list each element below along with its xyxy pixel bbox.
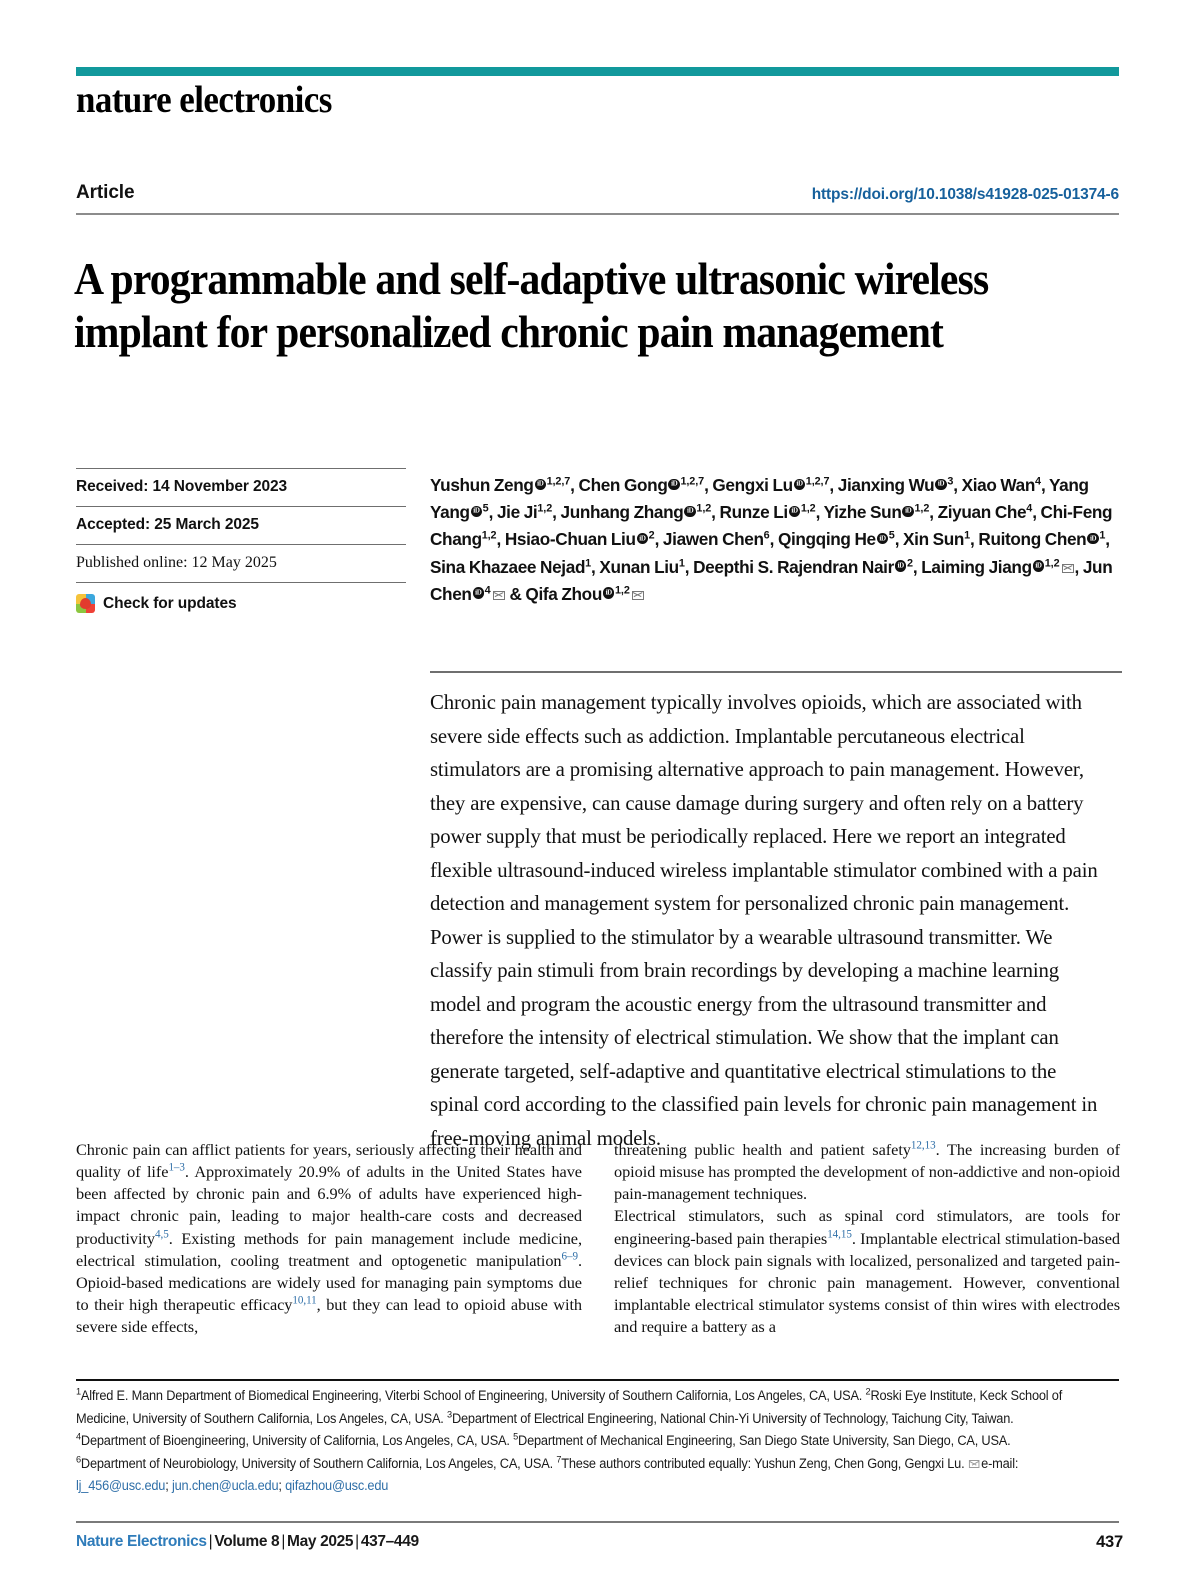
email-icon[interactable]: [493, 591, 505, 600]
footer-divider: [76, 1521, 1119, 1523]
author-list: Yushun Zeng iD $^{1,2,7}$, Chen Gong iD $^{1,2,7}$, Gengxi Lu iD $^{1,2,7}$, Jianxing Wu iD $^3$, Xiao Wan$^4$, Yang Yang iD $^5$, Jie Ji$^{1,2}$, Junhang Zhang iD $^{1,2}$, Runze Li iD $^{1,2}$, Yizhe SuniD $^{1,2}$, Ziyuan Che$^4$, Chi-Feng Chang$^{1,2}$, Hsiao-Chuan Liu iD $^2$, Jiawen Chen$^6$, Qingqing He iD $^5$, Xin Sun$^1$, Ruitong Chen iD $^1$, Sina Khazaee Nejad$^1$, Xunan Liu$^1$, Deepthi S. Rajendran Nair iD $^2$, Laiming Jiang iD $^{1,2}$ , Jun Chen iD $^4$ & Qifa ZhouiD $^{1,2}$: [430, 472, 1125, 608]
publication-dates: [76, 468, 406, 623]
orcid-icon[interactable]: [603, 587, 615, 599]
orcid-icon[interactable]: [684, 506, 696, 518]
orcid-icon[interactable]: [471, 506, 483, 518]
orcid-icon[interactable]: [935, 479, 947, 491]
orcid-icon[interactable]: [1087, 533, 1099, 545]
orcid-icon[interactable]: [668, 479, 680, 491]
orcid-icon[interactable]: [877, 533, 889, 545]
body-columns: [76, 1139, 1121, 1339]
affiliations-block: $^1$Alfred E. Mann Department of Biomedical Engineering, Viterbi School of Engineering, University of Southern California, Los Angeles, CA, USA. $^2$Roski Eye Institute, Keck School of Medicine, University of Southern California, Los Angeles, CA, USA. $^3$Department of Electrical Engineering, National Chin-Yi University of Technology, Taichung City, Taiwan. $^4$Department of Bioengineering, University of California, Los Angeles, CA, USA. $^5$Department of Mechanical Engineering, San Diego State University, San Diego, CA, USA. $^6$Department of Neurobiology, University of Southern California, Los Angeles, CA, USA. $^7$These authors contributed equally: Yushun Zeng, Chen Gong, Gengxi Lu. e-mail: lj_456@usc.edu; jun.chen@ucla.edu; qifazhou@usc.edu: [76, 1386, 1063, 1494]
paragraph-intro-right: threatening public health and patient safety$^{12,13}$. The increasing burden of opioid misuse has prompted the development of non-addictive and non-opioid pain-management techniques. Electrical stimulators, such as spinal cord stimulators, are tools for engineering-based pain therapies$^{14,15}$. Implantable electrical stimulation-based devices can block pain signals with localized, personalized and targeted pain-relief techniques for chronic pain management. However, conventional implantable electrical stimulator systems consist of thin wires with electrodes and require a battery as a: [614, 1139, 1120, 1337]
received-date: Received: 14 November 2023: [76, 468, 406, 506]
footer-journal-name: Nature Electronics: [76, 1533, 207, 1550]
page-number: 437: [1096, 1533, 1123, 1551]
orcid-icon[interactable]: [895, 560, 907, 572]
journal-masthead: nature electronics: [76, 79, 332, 121]
abstract-text: Chronic pain management typically involves opioids, which are associated with severe side effects such as addiction. Implantable percutaneous electrical stimulators are a promising alternative approach to pain management. However, they are expensive, can cause damage during surgery and often rely on a battery power supply that must be periodically replaced. Here we report an integrated flexible ultrasound-induced wireless implantable stimulator combined with a pain detection and management system for personalized chronic pain management. Power is supplied to the stimulator by a wearable ultrasound transmitter. We classify pain stimuli from brain recordings by developing a machine learning model and program the acoustic energy from the ultrasound transmitter and therefore the intensity of electrical stimulation. We show that the implant can generate targeted, self-adaptive and quantitative electrical stimulations to the spinal cord according to the classified pain levels for chronic pain management in free-moving animal models.: [430, 690, 1098, 1150]
abstract-divider: [430, 671, 1122, 673]
brand-accent-rule: [76, 67, 1119, 76]
orcid-icon[interactable]: [902, 506, 914, 518]
header-divider: [76, 213, 1119, 215]
check-for-updates-button[interactable]: [76, 582, 406, 623]
paragraph-intro-left: Chronic pain can afflict patients for years, seriously affecting their health and quality of life$^{1-3}$. Approximately 20.9% of adults in the United States have been affected by chronic pain and 6.9% of adults have experienced high-impact chronic pain, leading to major health-care costs and decreased productivity$^{4,5}$. Existing methods for pain management include medicine, electrical stimulation, cooling treatment and optogenetic manipulation$^{6-9}$. Opioid-based medications are widely used for managing pain symptoms due to their high therapeutic efficacy$^{10,11}$, but they can lead to opioid abuse with severe side effects,: [76, 1140, 583, 1337]
check-for-updates-label: Check for updates: [103, 594, 237, 612]
accepted-date: Accepted: 25 March 2025: [76, 506, 406, 544]
body-column-left: [76, 1139, 582, 1339]
orcid-icon[interactable]: [794, 479, 806, 491]
orcid-icon[interactable]: [789, 506, 801, 518]
article-type-label: Article: [76, 182, 135, 203]
body-column-right: [614, 1139, 1120, 1339]
orcid-icon[interactable]: [473, 587, 485, 599]
affiliations-divider: [76, 1379, 1119, 1381]
footer-date: May 2025: [287, 1533, 354, 1550]
footer-citation: Nature Electronics | Volume 8 | May 2025 | 437–449: [76, 1533, 419, 1550]
orcid-icon[interactable]: [1033, 560, 1045, 572]
footer-pages: 437–449: [360, 1533, 419, 1550]
doi-link[interactable]: https://doi.org/10.1038/s41928-025-01374-6: [811, 186, 1119, 203]
page-title: A programmable and self-adaptive ultrasonic wireless implant for personalized chronic pain management: [74, 253, 989, 358]
orcid-icon[interactable]: [637, 533, 649, 545]
email-icon[interactable]: [632, 591, 644, 600]
footer-volume: Volume 8: [214, 1533, 280, 1550]
email-icon[interactable]: [1062, 564, 1074, 573]
published-date: Published online: 12 May 2025: [76, 544, 406, 582]
orcid-icon[interactable]: [535, 479, 547, 491]
crossmark-icon: [76, 594, 95, 613]
